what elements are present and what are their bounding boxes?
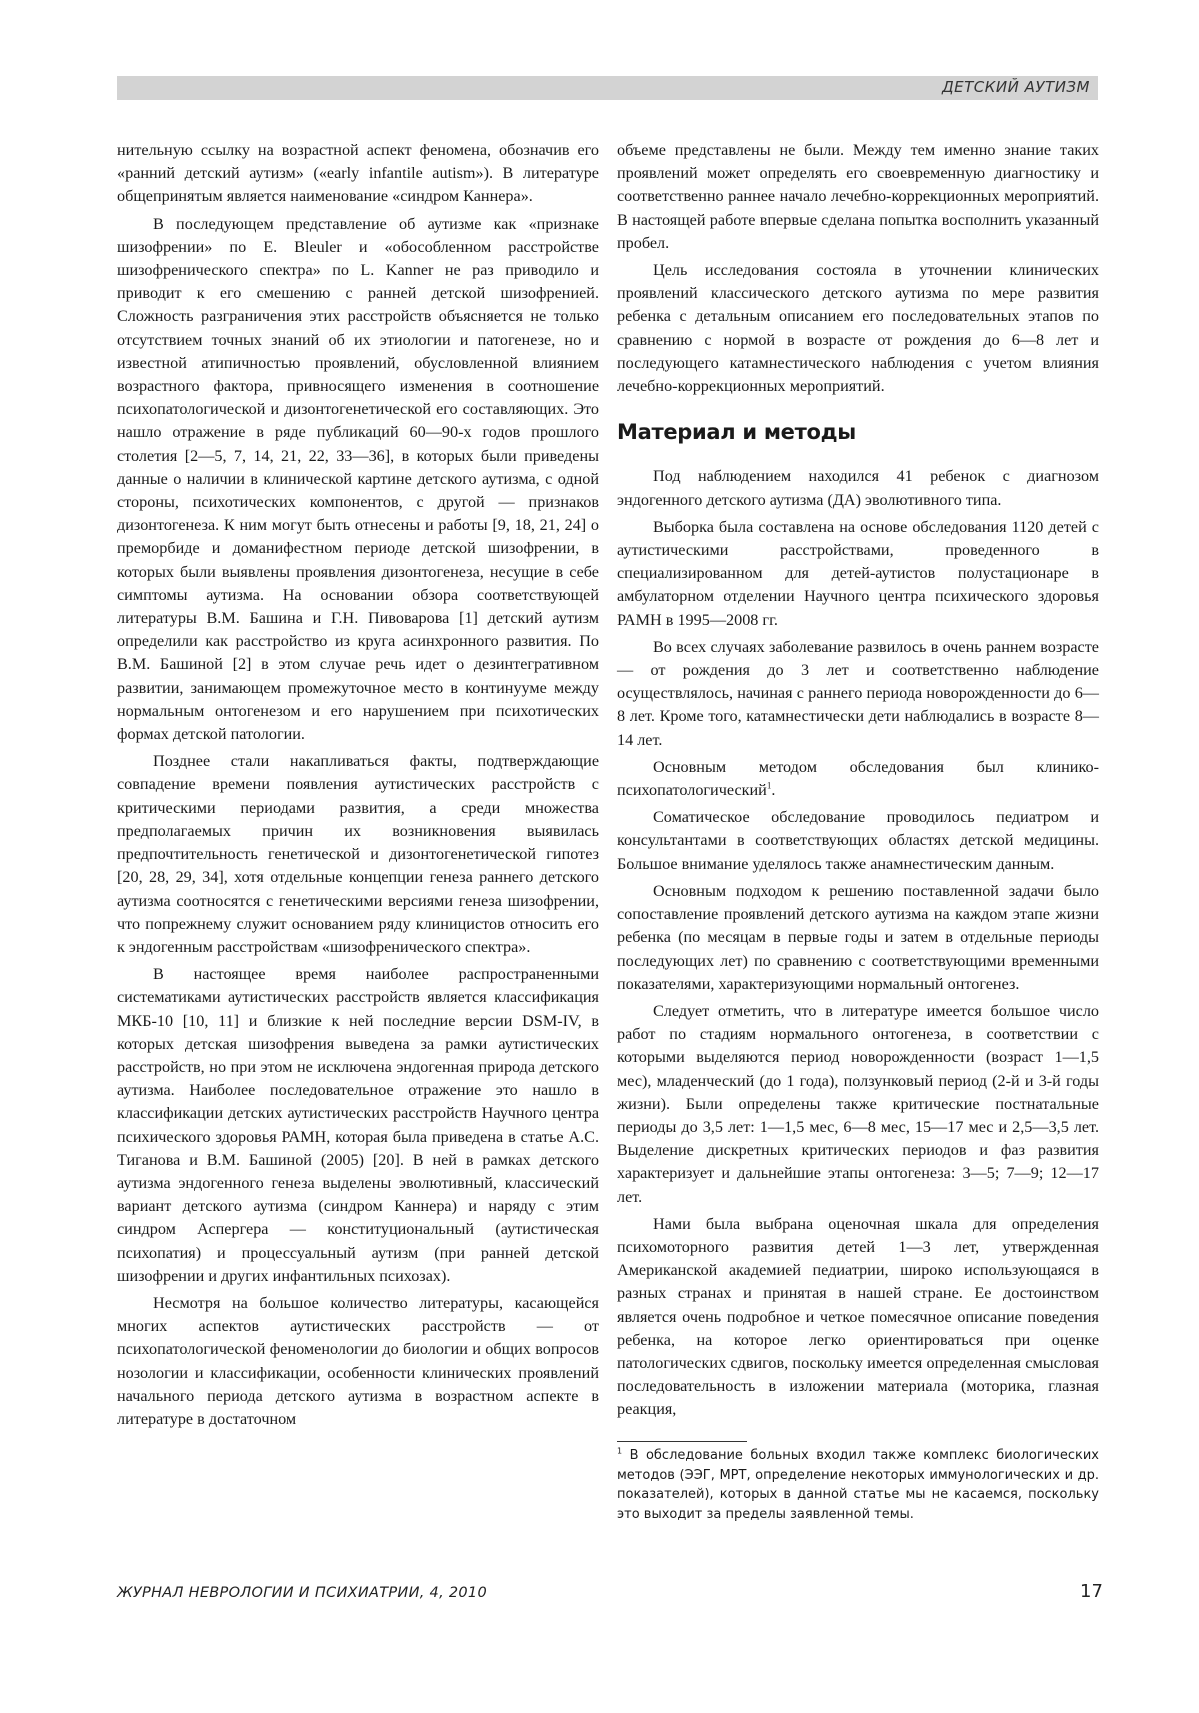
left-column: [117, 139, 599, 1435]
footnote-reference[interactable]: 1: [766, 780, 772, 791]
page-number: 17: [1080, 1581, 1103, 1602]
right-paragraph-10: Нами была выбрана оценочная шкала для определения психомоторного развития детей 1—3 лет, утвержденная Американской академией педиатрии, широко использующаяся в разных странах и принятая в нашей стране. Ее достоинством является очень подробное и четкое помесячное описание поведения ребенка, на которое легко ориентироваться при оценке патологических сдвигов, поскольку имеется определенная смысловая последовательность в изложении материала (моторика, глазная реакция,: [617, 1214, 1099, 1419]
right-paragraph-3: Под наблюдением находился 41 ребенок с диагнозом эндогенного детского аутизма (ДА) эволютивного типа.: [617, 467, 1099, 509]
left-paragraph-5: Несмотря на большое количество литературы, касающейся многих аспектов аутистических расстройств — от психопатологической феноменологии до биологии и общих вопросов нозологии и классификации, особенности клинических проявлений начального периода детского аутизма в возрастном аспекте в литературе в достаточном: [117, 1293, 599, 1428]
running-header-title: ДЕТСКИЙ АУТИЗМ: [941, 78, 1090, 96]
footnote-marker: 1: [617, 1446, 623, 1456]
footnote: [617, 1446, 1099, 1524]
left-paragraph-2: В последующем представление об аутизме как «признаке шизофрении» по E. Bleuler и «обособленном расстройстве шизофренического спектра» по L. Kanner не раз приводило и приводит к его смешению с ранней детской шизофренией. Сложность разграничения этих расстройств объясняется не только отсутствием точных знаний об их этиологии и патогенезе, но и известной атипичностью проявлений, обусловленной влиянием возрастного фактора, привносящего изменения в соотношение психопатологической и дизонтогенетической его составляющих. Это нашло отражение в ряде публикаций 60—90-х годов прошлого столетия [2—5, 7, 14, 21, 22, 33—36], в которых были приведены данные о наличии в клинической картине детского аутизма, с одной стороны, психотических компонентов, с другой — признаков дизонтогенеза. К ним могут быть отнесены и работы [9, 18, 21, 24] о преморбиде и доманифестном периоде детской шизофрении, в которых были выявлены проявления дизонтогенеза, несущие в себе симптомы аутизма. На основании обзора соответствующей литературы В.М. Башина и Г.Н. Пивоварова [1] детский аутизм определили как расстройство из круга асинхронного развития. По В.М. Башиной [2] в этом случае речь идет о дезинтегративном развитии, занимающем промежуточное место в континууме между нормальным онтогенезом и его нарушением при психотических формах детской патологии.: [117, 214, 599, 744]
right-paragraph-4: Выборка была составлена на основе обследования 1120 детей с аутистическими расстройствами, проведенного в специализированном для детей-аутистов полустационаре в амбулаторном отделении Научного центра психического здоровья РАМН в 1995—2008 гг.: [617, 517, 1099, 629]
running-header-bar: [117, 76, 1098, 100]
right-paragraph-9: Следует отметить, что в литературе имеется большое число работ по стадиям нормального онтогенеза, в соответствии с которыми выделяются период новорожденности (возраст 1—1,5 мес), младенческий (до 1 года), ползунковый период (2-й и 3-й годы жизни). Были определены также критические постнатальные периоды до 3,5 лет: 1—1,5 мес, 6—8 мес, 15—17 мес и 2,5—3,5 лет. Выделение дискретных критических периодов и фаз развития характеризует и дальнейшие этапы онтогенеза: 3—5; 7—9; 12—17 лет.: [617, 1001, 1099, 1206]
footnote-divider: [617, 1441, 747, 1442]
left-paragraph-4: В настоящее время наиболее распространенными систематиками аутистических расстройств является классификация МКБ-10 [10, 11] и близкие к ней последние версии DSM-IV, в которых детская шизофрения выведена за рамки аутистических расстройств, но при этом не исключена эндогенная природа детского аутизма. Наиболее последовательное отражение это нашло в классификации детских аутистических расстройств Научного центра психического здоровья РАМН, которая была приведена в статье А.С. Тиганова и В.М. Башиной (2005) [20]. В ней в рамках детского аутизма эндогенного генеза выделены эволютивный, классический вариант детского аутизма (синдром Каннера) и наряду с этим синдром Аспергера — конституциональный (аутистическая психопатия) и процессуальный аутизм (при ранней детской шизофрении и других инфантильных психозах).: [117, 965, 599, 1285]
right-paragraph-7: Соматическое обследование проводилось педиатром и консультантами в соответствующих областях детской медицины. Большое внимание уделялось также анамнестическим данным.: [617, 808, 1099, 873]
right-paragraph-8: Основным подходом к решению поставленной задачи было сопоставление проявлений детского аутизма на каждом этапе жизни ребенка (по месяцам в первые годы и затем в отдельные периоды последующих лет) по сравнению с соответствующими временными показателями, характеризующими нормальный онтогенез.: [617, 881, 1099, 993]
right-paragraph-5: Во всех случаях заболевание развилось в очень раннем возрасте — от рождения до 3 лет и соответственно наблюдение осуществлялось, начиная с раннего периода новорожденности до 6—8 лет. Кроме того, катамнестически дети наблюдались в возрасте 8—14 лет.: [617, 637, 1099, 749]
right-paragraph-2: Цель исследования состояла в уточнении клинических проявлений классического детского аутизма по мере развития ребенка с детальным описанием его последовательных этапов по сравнению с нормой в возрасте от рождения до 6—8 лет и последующего катамнестического наблюдения с учетом влияния лечебно-коррекционных мероприятий.: [617, 261, 1099, 396]
left-paragraph-1: нительную ссылку на возрастной аспект феномена, обозначив его «ранний детский аутизм» («early infantile autism»). В литературе общепринятым является наименование «синдром Каннера».: [117, 141, 599, 206]
footer-journal-title: ЖУРНАЛ НЕВРОЛОГИИ И ПСИХИАТРИИ, 4, 2010: [117, 1585, 487, 1601]
right-paragraph-1: объеме представлены не были. Между тем именно знание таких проявлений может определять его своевременную диагностику и соответственно раннее начало лечебно-коррекционных мероприятий. В настоящей работе впервые сделана попытка восполнить указанный пробел.: [617, 141, 1099, 252]
footnote-text: В обследование больных входил также комплекс биологических методов (ЭЭГ, МРТ, определение некоторых иммунологических и др. показателей), которых в данной статье мы не касаемся, поскольку это выходит за пределы заявленной темы.: [617, 1448, 1099, 1522]
right-paragraph-6: Основным методом обследования был клинико-психопатологический$^1$.: [617, 757, 1099, 800]
left-paragraph-3: Позднее стали накапливаться факты, подтверждающие совпадение времени появления аутистических расстройств с критическими периодами развития, а среди множества предполагаемых причин их возникновения выявилась предпочтительность генетической и дизонтогенетической гипотез [20, 28, 29, 34], хотя отдельные концепции генеза раннего детского аутизма соотносятся с генетическими версиями генеза шизофрении, что попрежнему служит основанием ряду клиницистов относить его к эндогенным расстройствам «шизофренического спектра».: [117, 752, 599, 956]
method-text: Основным методом обследования был клинико-психопатологический: [617, 757, 1099, 800]
section-heading: Материал и методы: [617, 420, 856, 445]
right-column: [617, 139, 1099, 1426]
